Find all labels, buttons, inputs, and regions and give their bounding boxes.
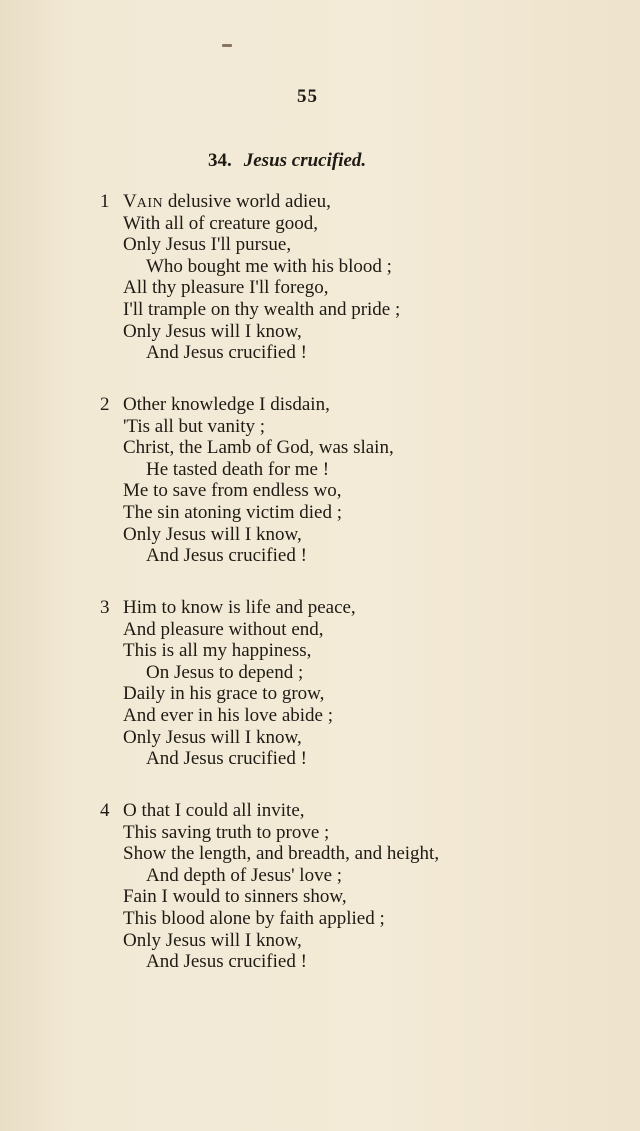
- verse-line: Him to know is life and peace,: [123, 597, 356, 618]
- verse-line: And ever in his love abide ;: [123, 705, 334, 726]
- verse-line: This saving truth to prove ;: [123, 821, 330, 843]
- verse-line: He tasted death for me !: [146, 458, 330, 480]
- verse-number: 3: [100, 597, 110, 618]
- verse-line: I'll trample on thy wealth and pride ;: [123, 299, 401, 320]
- verse-line: Me to save from endless wo,: [123, 480, 342, 502]
- first-word-initial: V: [123, 191, 137, 212]
- verse-line: And pleasure without end,: [123, 618, 324, 640]
- verse-line: And Jesus crucified !: [146, 748, 307, 770]
- verse-line: Show the length, and breadth, and height,: [123, 843, 440, 865]
- verse-line: The sin atoning victim died ;: [123, 502, 342, 523]
- ink-mark: [222, 44, 232, 47]
- first-line-rest: delusive world adieu,: [163, 191, 331, 212]
- verse-line: Other knowledge I disdain,: [123, 394, 330, 415]
- hymn-number: 34.: [208, 150, 232, 171]
- verse-line: 'Tis all but vanity ;: [123, 415, 266, 437]
- verse-line: Only Jesus will I know,: [123, 726, 302, 748]
- verse-line: O that I could all invite,: [123, 800, 305, 821]
- verse-line: This blood alone by faith applied ;: [123, 908, 385, 929]
- verse-number: 2: [100, 394, 110, 415]
- verse-number: 4: [100, 800, 110, 821]
- verse-line: And depth of Jesus' love ;: [146, 864, 343, 886]
- verse-line: Only Jesus I'll pursue,: [123, 234, 292, 256]
- page-number: 55: [297, 86, 318, 107]
- hymn-title: Jesus crucified.: [243, 150, 367, 171]
- verse-line: And Jesus crucified !: [146, 951, 307, 973]
- verse-line: And Jesus crucified !: [146, 342, 307, 364]
- hymn-heading: [208, 150, 366, 172]
- verse-line: Christ, the Lamb of God, was slain,: [123, 437, 394, 459]
- verse-line: Fain I would to sinners show,: [123, 886, 347, 908]
- verse-line: On Jesus to depend ;: [146, 661, 304, 683]
- verse-line: Only Jesus will I know,: [123, 929, 302, 951]
- verse-line: Who bought me with his blood ;: [146, 255, 392, 277]
- verse-line: Only Jesus will I know,: [123, 523, 302, 545]
- verse-line: This is all my happiness,: [123, 640, 312, 662]
- first-word-rest: AIN: [136, 196, 164, 211]
- verse-line: Daily in his grace to grow,: [123, 683, 325, 705]
- verse-line: Only Jesus will I know,: [123, 320, 302, 342]
- verse-line: With all of creature good,: [123, 212, 318, 234]
- verse-line: All thy pleasure I'll forego,: [123, 277, 329, 299]
- verse-number: 1: [100, 191, 110, 212]
- verse-line: And Jesus crucified !: [146, 545, 307, 567]
- verse-line: [123, 191, 331, 215]
